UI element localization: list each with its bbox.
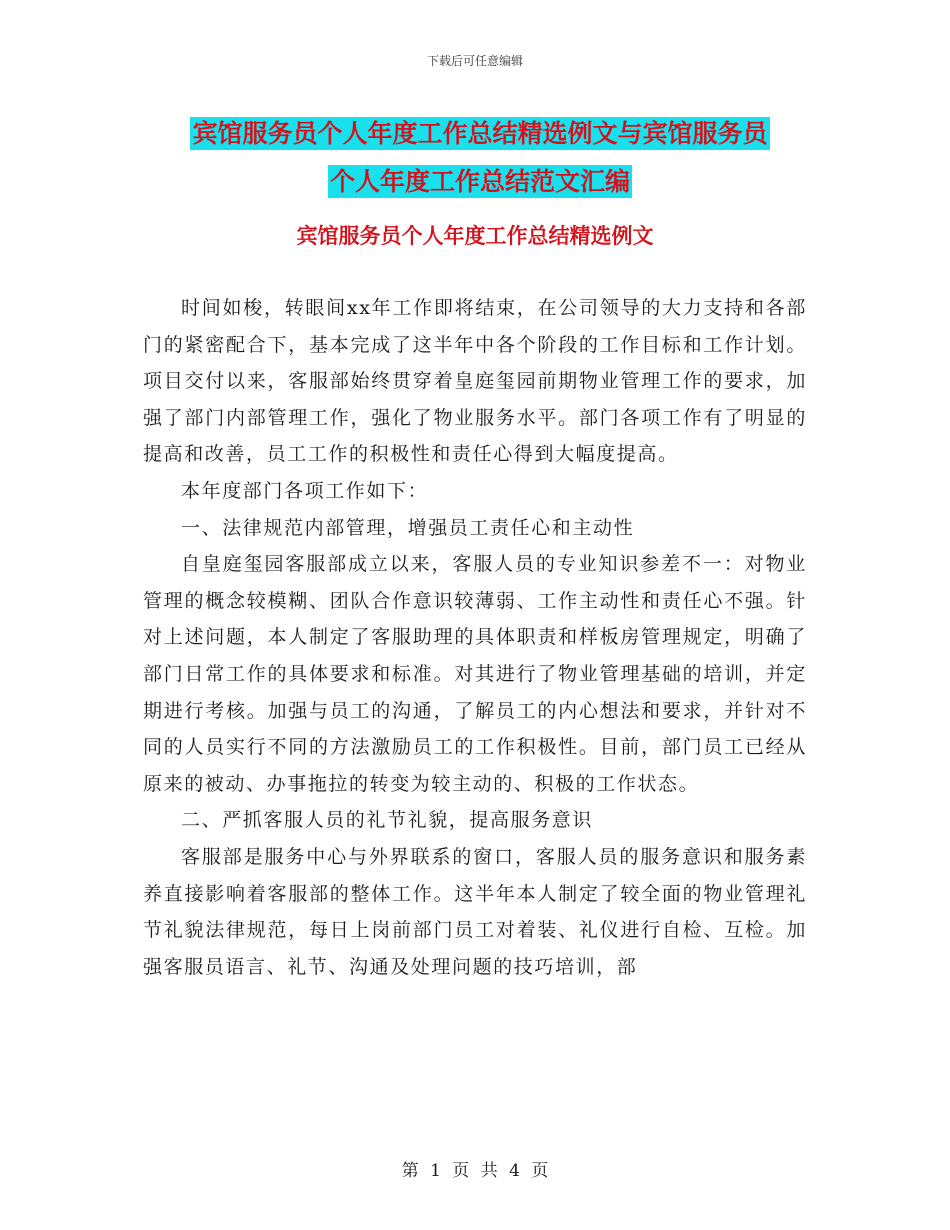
paragraph: 本年度部门各项工作如下：	[181, 479, 429, 502]
document-title	[140, 110, 820, 206]
paragraph: 自皇庭玺园客服部成立以来，客服人员的专业知识参差不一：对物业管理的概念较模糊、团队合作意识较薄弱、工作主动性和责任心不强。针对上述问题，本人制定了客服助理的具体职责和样板房管理规定，明确了部门日常工作的具体要求和标准。对其进行了物业管理基础的培训，并定期进行考核。加强与员工的沟通，了解员工的内心想法和要求，并针对不同的人员实行不同的方法激励员工的工作积极性。目前，部门员工已经从原来的被动、办事拖拉的转变为较主动的、积极的工作状态。	[143, 553, 807, 795]
title-line-2: 个人年度工作总结范文汇编	[329, 167, 630, 196]
header-note: 下载后可任意编辑	[426, 54, 523, 68]
page-number: 第 1 页 共 4 页	[401, 1161, 549, 1181]
paragraph: 客服部是服务中心与外界联系的窗口，客服人员的服务意识和服务素养直接影响着客服部的整体工作。这半年本人制定了较全面的物业管理礼节礼貌法律规范，每日上岗前部门员工对着装、礼仪进行自检、互检。加强客服员语言、礼节、沟通及处理问题的技巧培训，部	[143, 845, 807, 978]
title-line-1: 宾馆服务员个人年度工作总结精选例文与宾馆服务员	[192, 119, 768, 148]
paragraph: 时间如梭，转眼间xx年工作即将结束，在公司领导的大力支持和各部门的紧密配合下，基本完成了这半年中各个阶段的工作目标和工作计划。项目交付以来，客服部始终贯穿着皇庭玺园前期物业管理工作的要求，加强了部门内部管理工作，强化了物业服务水平。部门各项工作有了明显的提高和改善，员工工作的积极性和责任心得到大幅度提高。	[143, 297, 807, 466]
document-body	[143, 290, 807, 985]
paragraph-heading: 一、法律规范内部管理，增强员工责任心和主动性	[181, 516, 635, 539]
section-title: 宾馆服务员个人年度工作总结精选例文	[296, 224, 654, 248]
paragraph-heading: 二、严抓客服人员的礼节礼貌，提高服务意识	[181, 809, 594, 832]
